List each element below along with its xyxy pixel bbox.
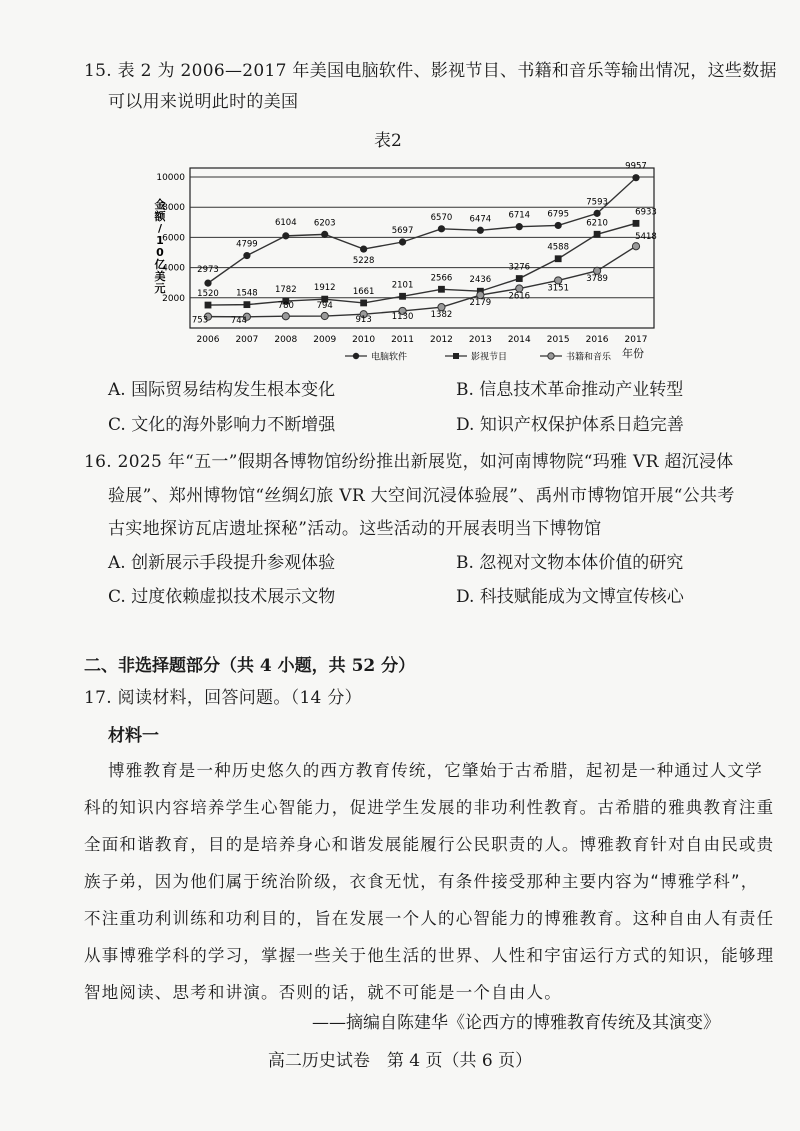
x-tick-label: 2011 — [391, 335, 414, 345]
data-label: 3151 — [547, 283, 570, 294]
data-label: 1548 — [236, 288, 258, 299]
data-label: 1520 — [197, 289, 219, 300]
q16-line1: 2025 年“五一”假期各博物馆纷纷推出新展览，如河南博物院“玛雅 VR 超沉浸体 — [117, 452, 734, 472]
marker-books — [321, 312, 328, 319]
marker-film — [438, 286, 445, 293]
data-label: 3276 — [508, 262, 531, 273]
marker-software — [555, 222, 562, 229]
q15-option-a[interactable]: A. 国际贸易结构发生根本变化 — [108, 380, 336, 400]
x-tick-label: 2008 — [274, 335, 298, 345]
data-label: 2566 — [430, 273, 453, 284]
data-label: 2179 — [469, 298, 492, 309]
section-heading: 二、非选择题部分（共 4 小题，共 52 分） — [84, 656, 416, 676]
marker-software — [282, 232, 289, 239]
marker-film — [594, 231, 601, 238]
data-label: 2973 — [197, 265, 219, 276]
q16-line2: 验展”、郑州博物馆“丝绸幻旅 VR 大空间沉浸体验展”、禹州市博物馆开展“公共考 — [108, 486, 735, 506]
q16-number: 16. — [84, 452, 112, 472]
marker-film — [399, 293, 406, 300]
material-line: 全面和谐教育，目的是培养身心和谐发展能履行公民职责的人。博雅教育针对自由民或贵 — [84, 835, 775, 854]
marker-film — [244, 301, 251, 308]
x-tick-label: 2012 — [430, 335, 453, 345]
y-axis-label-char: 金 — [154, 198, 166, 211]
y-axis-label-char: 亿 — [154, 258, 166, 271]
data-label: 6104 — [274, 217, 297, 228]
data-label: 1661 — [352, 286, 375, 297]
data-label: 6570 — [430, 212, 453, 223]
y-tick-label: 10000 — [156, 173, 185, 184]
data-label: 780 — [277, 301, 294, 312]
q16-option-b[interactable]: B. 忽视对文物本体价值的研究 — [456, 553, 684, 573]
q15-line1: 表 2 为 2006—2017 年美国电脑软件、影视节目、书籍和音乐等输出情况，这些数据 — [117, 61, 777, 81]
data-label: 6474 — [469, 214, 492, 225]
q15-number: 15. — [84, 61, 112, 81]
material-line: 博雅教育是一种历史悠久的西方教育传统，它肇始于古希腊，起初是一种通过人文学 — [108, 761, 763, 780]
data-label: 1130 — [391, 311, 414, 322]
data-label: 4799 — [236, 239, 258, 250]
legend-label: 影视节目 — [471, 352, 508, 363]
marker-software — [593, 210, 600, 217]
x-tick-label: 2016 — [585, 335, 609, 345]
q15-stem — [84, 56, 784, 86]
x-tick-label: 2015 — [546, 335, 570, 345]
marker-film — [633, 220, 640, 227]
material-line: 智地阅读、思考和讲演。否则的话，就不可能是一个自由人。 — [84, 983, 562, 1002]
data-label: 2616 — [508, 291, 531, 302]
y-axis-label-char: 1 — [156, 234, 164, 247]
y-tick-label: 2000 — [162, 293, 185, 304]
q17-stem: 17. 阅读材料，回答问题。（14 分） — [84, 688, 362, 708]
data-label: 744 — [230, 315, 248, 326]
material-line: 从事博雅学科的学习，掌握一些关于他生活的世界、人性和宇宙运行方式的知识，能够理 — [84, 946, 775, 965]
x-tick-label: 2017 — [624, 335, 648, 345]
marker-software — [516, 223, 523, 230]
marker-software — [360, 245, 367, 252]
data-label: 6714 — [508, 210, 531, 221]
material-source: ——摘编自陈建华《论西方的博雅教育传统及其演变》 — [312, 1013, 720, 1033]
q16-line3: 古实地探访瓦店遗址探秘”活动。这些活动的开展表明当下博物馆 — [108, 519, 602, 539]
data-label: 6210 — [586, 218, 608, 229]
x-tick-label: 2007 — [235, 335, 259, 345]
y-tick-label: 6000 — [162, 233, 185, 244]
data-label: 1912 — [313, 283, 336, 294]
data-label: 2101 — [391, 280, 414, 291]
data-label: 1382 — [430, 310, 453, 321]
marker-film — [360, 300, 367, 307]
q15-option-c[interactable]: C. 文化的海外影响力不断增强 — [108, 415, 336, 435]
legend-marker — [353, 353, 359, 359]
q16-option-a[interactable]: A. 创新展示手段提升参观体验 — [108, 553, 336, 573]
marker-books — [282, 313, 289, 320]
marker-film — [555, 255, 562, 262]
y-tick-label: 8000 — [162, 203, 185, 214]
marker-film — [205, 302, 212, 309]
material-line: 科的知识内容培养学生心智能力，促进学生发展的非功利性教育。古希腊的雅典教育注重 — [84, 798, 775, 817]
data-label: 4588 — [547, 242, 570, 253]
q16-stem — [84, 447, 784, 477]
data-label: 2436 — [469, 275, 492, 286]
y-axis-label-char: 0 — [156, 246, 164, 259]
marker-film — [516, 275, 523, 282]
page-footer: 高二历史试卷 第 4 页（共 6 页） — [267, 1051, 533, 1071]
data-label: 7593 — [586, 197, 608, 208]
y-axis-label-char: 元 — [154, 282, 166, 295]
marker-software — [243, 252, 250, 259]
material-title: 材料一 — [108, 726, 159, 746]
x-axis-label: 年份 — [622, 347, 644, 360]
data-label: 913 — [355, 315, 372, 326]
q16-option-d[interactable]: D. 科技赋能成为文博宣传核心 — [456, 587, 684, 607]
q15-option-d[interactable]: D. 知识产权保护体系日趋完善 — [456, 415, 684, 435]
marker-software — [321, 231, 328, 238]
material-body — [84, 752, 784, 1011]
x-tick-label: 2013 — [468, 335, 492, 345]
legend-marker — [548, 353, 554, 359]
data-label: 6795 — [547, 209, 570, 220]
material-line: 不注重功利训练和功利目的，旨在发展一个人的心智能力的博雅教育。这种自由人有责任 — [84, 909, 775, 928]
data-label: 5697 — [391, 226, 414, 237]
marker-software — [438, 225, 445, 232]
marker-books — [632, 243, 639, 250]
data-label: 9957 — [625, 161, 647, 172]
data-label: 5228 — [352, 256, 375, 267]
legend-label: 书籍和音乐 — [566, 352, 612, 363]
chart-title: 表2 — [374, 131, 402, 151]
x-tick-label: 2014 — [507, 335, 531, 345]
x-tick-label: 2010 — [352, 335, 376, 345]
data-label: 3789 — [586, 273, 608, 284]
q15-option-b[interactable]: B. 信息技术革命推动产业转型 — [456, 380, 684, 400]
x-tick-label: 2009 — [313, 335, 337, 345]
data-label: 1782 — [274, 285, 297, 296]
data-label: 5418 — [635, 232, 657, 243]
marker-software — [477, 227, 484, 234]
marker-software — [632, 174, 639, 181]
q16-option-c[interactable]: C. 过度依赖虚拟技术展示文物 — [108, 587, 336, 607]
legend-marker — [453, 353, 459, 359]
y-axis-label-char: 美 — [154, 270, 166, 283]
data-label: 794 — [316, 301, 333, 312]
data-label: 6203 — [313, 218, 336, 229]
y-axis-label-char: 额 — [154, 210, 166, 223]
data-label: 753 — [191, 315, 209, 326]
line-chart — [140, 158, 680, 380]
q15-line2: 可以用来说明此时的美国 — [108, 92, 299, 112]
data-label: 6933 — [635, 207, 657, 218]
series-line-2 — [208, 246, 636, 317]
x-tick-label: 2006 — [196, 335, 220, 345]
marker-software — [399, 238, 406, 245]
y-axis-label-char: / — [157, 222, 163, 235]
y-tick-label: 4000 — [162, 263, 185, 274]
marker-software — [204, 280, 211, 287]
legend-label: 电脑软件 — [371, 352, 408, 363]
material-line: 族子弟，因为他们属于统治阶级，衣食无忧，有条件接受那种主要内容为“博雅学科”， — [84, 872, 759, 891]
